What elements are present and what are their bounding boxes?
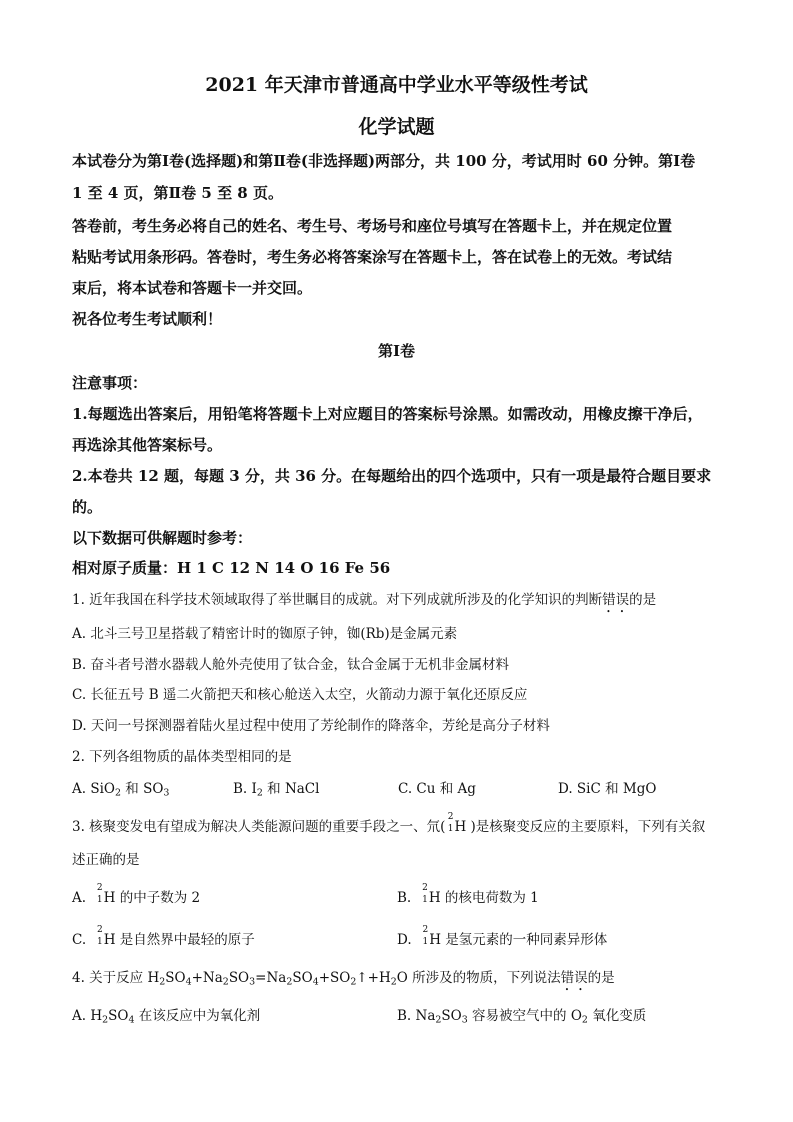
note2-line-1: 2.本卷共 12 题，每题 3 分，共 36 分。在每题给出的四个选项中，只有一项是最符合题目要求	[72, 467, 712, 485]
question-3-stem: 3. 核聚变发电有望成为解决人类能源问题的重要手段之一、氘( 2 1 H )是核聚变反应的主要原料，下列有关叙	[72, 811, 706, 835]
q1-option-c: C. 长征五号 B 遥二火箭把天和核心舱送入太空，火箭动力源于氧化还原反应	[72, 687, 528, 703]
deuterium-symbol: 2 1	[447, 811, 454, 834]
exam-title: 2021 年天津市普通高中学业水平等级性考试	[205, 74, 588, 96]
notice-line-2: 粘贴考试用条形码。答卷时，考生务必将答案涂写在答题卡上，答在试卷上的无效。考试结	[72, 248, 673, 266]
intro-line-2: 1 至 4 页，第Ⅱ卷 5 至 8 页。	[72, 184, 283, 202]
q3-option-a: A. 2 1 H 的中子数为 2	[72, 882, 201, 906]
atomic-mass-line: 相对原子质量：H 1 C 12 N 14 O 16 Fe 56	[72, 559, 391, 577]
intro-line-1: 本试卷分为第Ⅰ卷(选择题)和第Ⅱ卷(非选择题)两部分，共 100 分，考试用时 60 分钟。第Ⅰ卷	[72, 152, 696, 170]
question-1-stem: 1. 近年我国在科学技术领域取得了举世瞩目的成就。对下列成就所涉及的化学知识的判断错误的是	[72, 592, 657, 608]
data-reference: 以下数据可供解题时参考：	[72, 529, 253, 547]
question-2-stem: 2. 下列各组物质的晶体类型相同的是	[72, 749, 292, 765]
q4-option-b: B. $Na_2SO_3$ 容易被空气中的 $O_2$ 氧化变质	[397, 1008, 647, 1026]
q2-option-b: B. $I_2$ 和 NaCl	[233, 781, 320, 799]
notice-line-1: 答卷前，考生务必将自己的姓名、考生号、考场号和座位号填写在答题卡上，并在规定位置	[72, 217, 673, 235]
q3-option-c: C. 2 1 H 是自然界中最轻的原子	[72, 924, 255, 948]
question-3-stem-line-2: 述正确的是	[72, 852, 140, 868]
wish-line: 祝各位考生考试顺利！	[72, 310, 223, 328]
question-4-stem: 4. 关于反应 $H_2SO_4+Na_2SO_3=Na_2SO_4+SO_2↑+H_2O$ 所涉及的物质，下列说法错误的是	[72, 970, 615, 988]
note1-line-1: 1.每题选出答案后，用铅笔将答题卡上对应题目的答案标号涂黑。如需改动，用橡皮擦干净后，	[72, 405, 703, 423]
q1-option-d: D. 天问一号探测器着陆火星过程中使用了芳纶制作的降落伞，芳纶是高分子材料	[72, 718, 550, 734]
section-heading: 第Ⅰ卷	[377, 342, 416, 360]
notes-title: 注意事项：	[72, 374, 148, 392]
q2-option-c: C. Cu 和 Ag	[398, 781, 476, 797]
q2-option-d: D. SiC 和 MgO	[558, 781, 657, 797]
q3-option-b: B. 2 1 H 的核电荷数为 1	[397, 882, 539, 906]
q1-option-a: A. 北斗三号卫星搭载了精密计时的铷原子钟，铷(Rb)是金属元素	[72, 626, 458, 642]
notice-line-3: 束后，将本试卷和答题卡一并交回。	[72, 279, 313, 297]
exam-subtitle: 化学试题	[358, 116, 435, 138]
q2-option-a: A. SiO$_2$ 和 $SO_3$	[72, 781, 170, 799]
note1-line-2: 再选涂其他答案标号。	[72, 436, 223, 454]
note2-line-2: 的。	[72, 498, 103, 516]
q4-option-a: A. $H_2SO_4$ 在该反应中为氧化剂	[72, 1008, 261, 1026]
q1-option-b: B. 奋斗者号潜水器载人舱外壳使用了钛合金，钛合金属于无机非金属材料	[72, 657, 510, 673]
q3-option-d: D. 2 1 H 是氢元素的一种同素异形体	[397, 924, 608, 948]
